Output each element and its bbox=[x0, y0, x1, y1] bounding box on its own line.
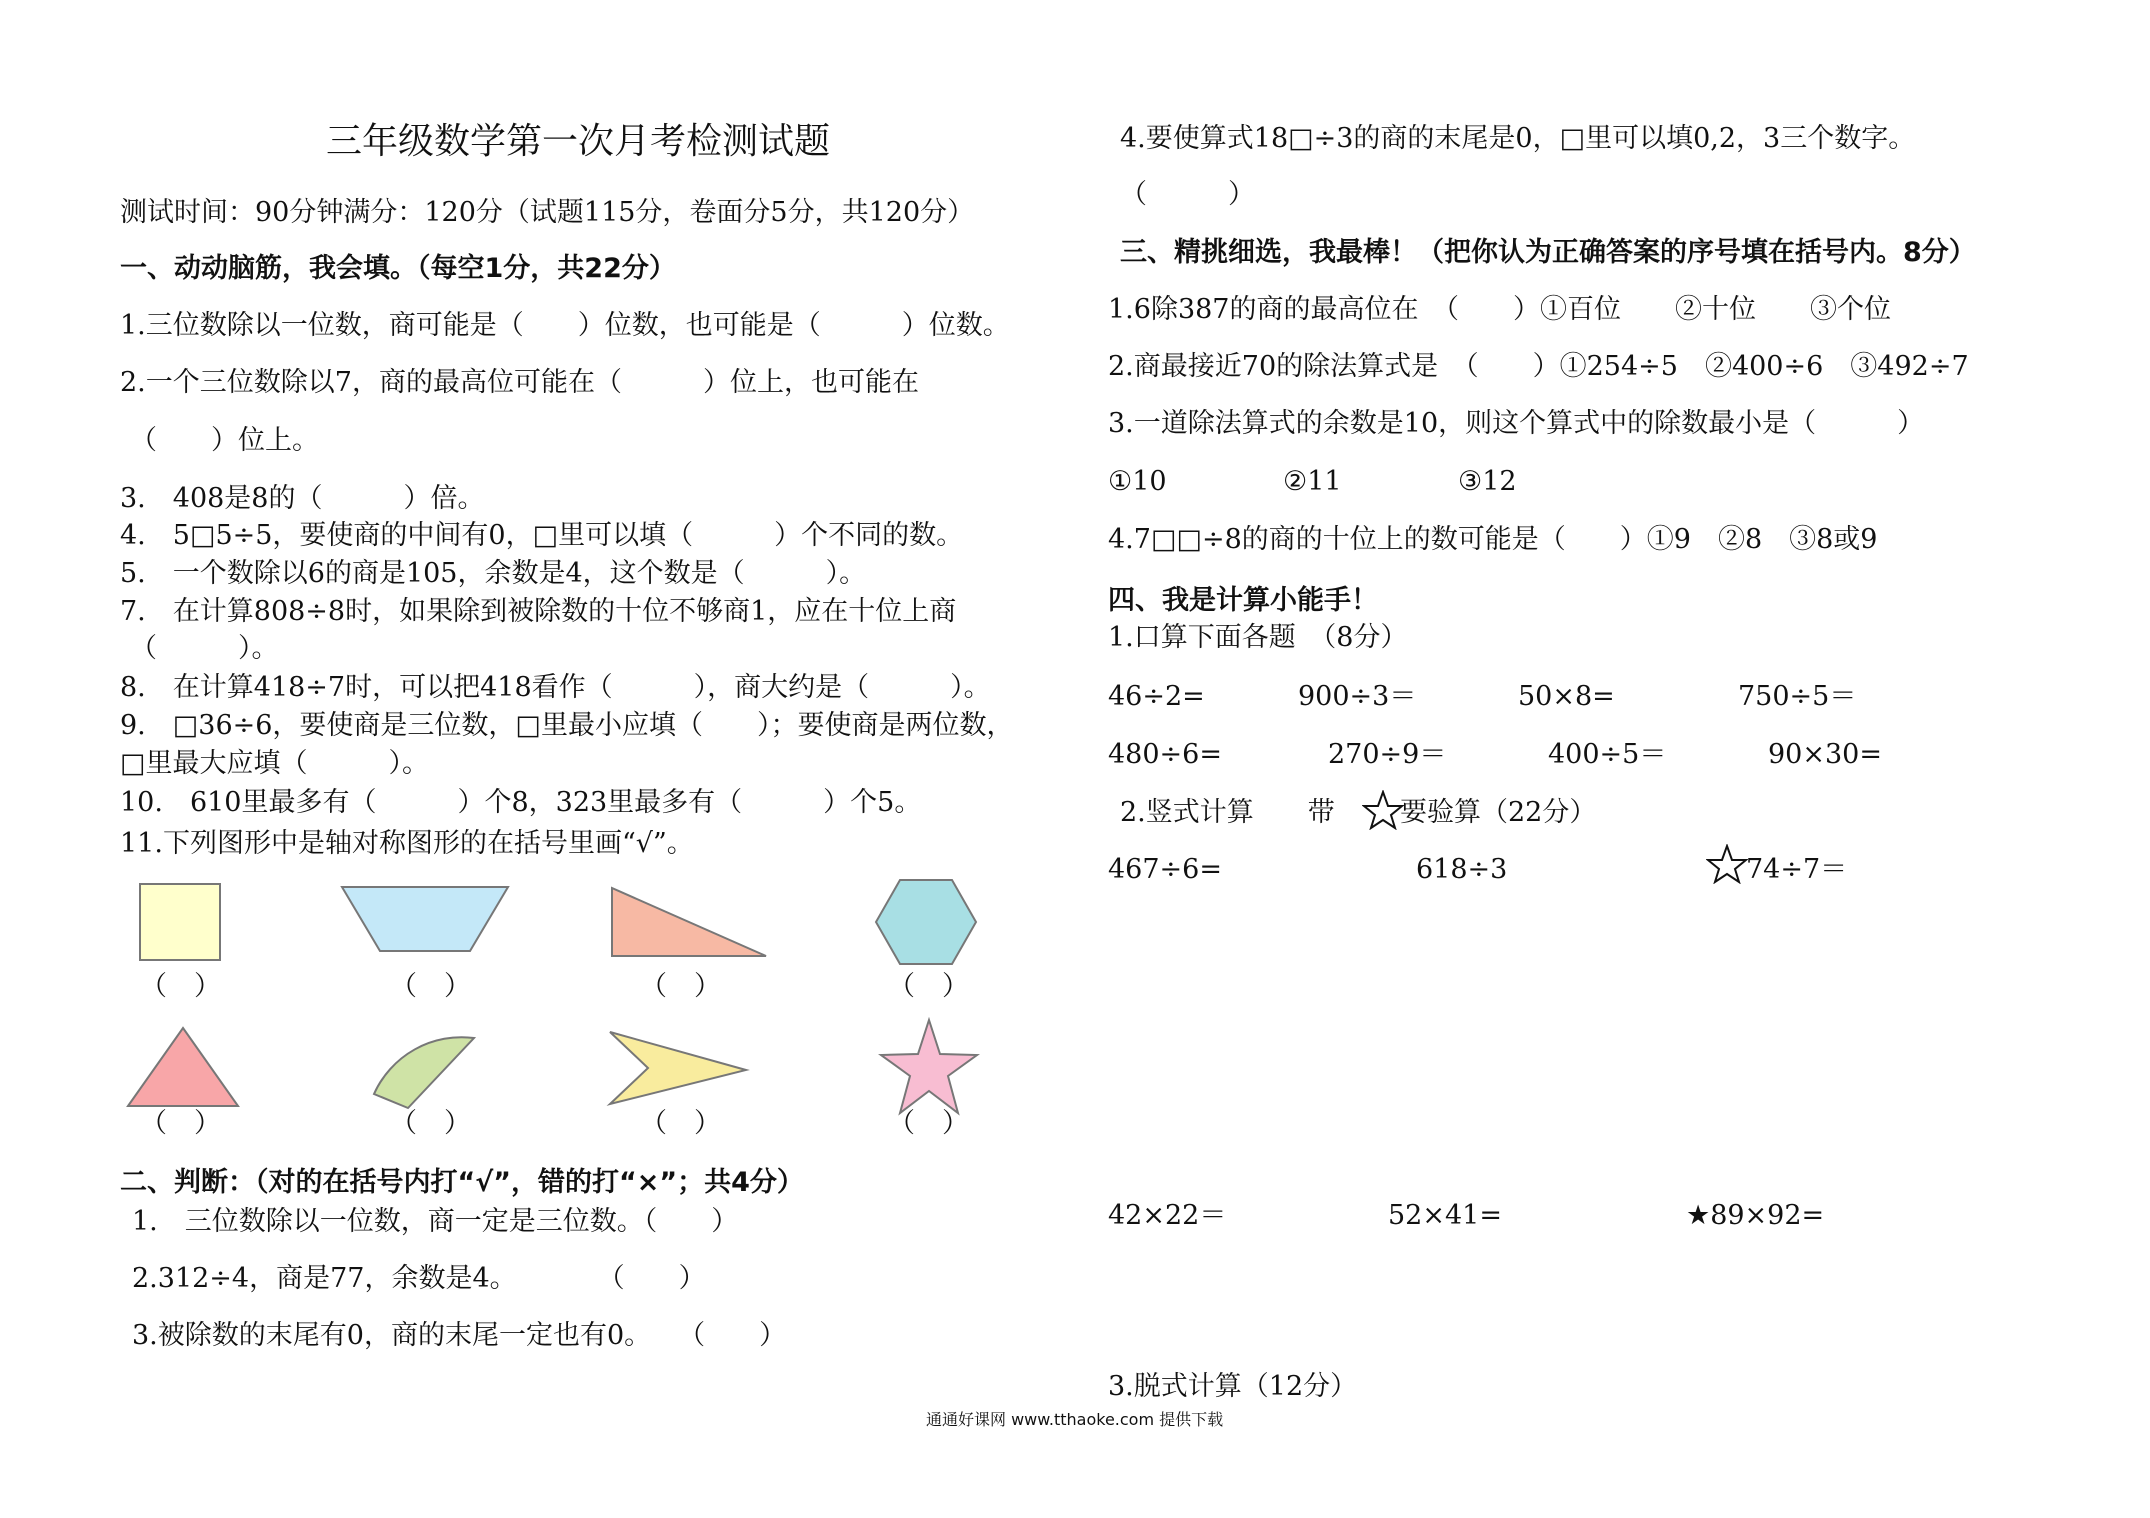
oral-calc-item: 900÷3＝ bbox=[1298, 681, 1417, 712]
paren-sector: （ ） bbox=[390, 1108, 471, 1139]
section3-heading: 三、精挑细选，我最棒！（把你认为正确答案的序号填在括号内。8分） bbox=[1120, 237, 1976, 268]
s1-q4: 4. 5□5÷5，要使商的中间有0，□里可以填（ ）个不同的数。 bbox=[120, 520, 964, 551]
star-shape bbox=[878, 1018, 980, 1116]
s1-q10: 10. 610里最多有（ ）个8，323里最多有（ ）个5。 bbox=[120, 787, 922, 818]
hexagon-shape bbox=[874, 878, 978, 966]
s3-q2: 2.商最接近70的除法算式是 （ ）①254÷5 ②400÷6 ③492÷7 bbox=[1108, 351, 1969, 382]
oral-calc-item: 46÷2= bbox=[1108, 681, 1205, 712]
s1-q7a: 7. 在计算808÷8时，如果除到被除数的十位不够商1，应在十位上商 bbox=[120, 596, 957, 627]
paren-trapezoid: （ ） bbox=[390, 971, 471, 1002]
exam-info: 测试时间：90分钟满分：120分（试题115分，卷面分5分，共120分） bbox=[120, 197, 975, 228]
oral-calc-item: 50×8= bbox=[1518, 681, 1615, 712]
s1-q8: 8. 在计算418÷7时，可以把418看作（ ），商大约是（ ）。 bbox=[120, 672, 991, 703]
paren-star: （ ） bbox=[888, 1108, 969, 1139]
s4-sub1: 1.口算下面各题 （8分） bbox=[1108, 622, 1408, 653]
oral-calc-item: 480÷6= bbox=[1108, 739, 1222, 770]
oral-calc-item: 90×30= bbox=[1768, 739, 1882, 770]
s1-q3: 3. 408是8的（ ）倍。 bbox=[120, 483, 485, 514]
oral-calc-item: 400÷5＝ bbox=[1548, 739, 1667, 770]
s2-q1: 1. 三位数除以一位数，商一定是三位数。（ ） bbox=[132, 1206, 739, 1237]
right-q4-line1: 4.要使算式18□÷3的商的末尾是0，□里可以填0,2，3三个数字。 bbox=[1120, 123, 1916, 154]
section1-heading: 一、动动脑筋，我会填。（每空1分，共22分） bbox=[120, 253, 676, 284]
section2-heading: 二、判断：（对的在括号内打“√”，错的打“×”；共4分） bbox=[120, 1167, 804, 1198]
paren-triangle: （ ） bbox=[140, 1108, 221, 1139]
vertical-calc-item: 52×41= bbox=[1388, 1200, 1502, 1231]
s2-q3: 3.被除数的末尾有0，商的末尾一定也有0。 （ ） bbox=[132, 1320, 787, 1351]
right-q4-line2: （ ） bbox=[1120, 179, 1255, 210]
s3-q3-option2: ②11 bbox=[1283, 466, 1342, 497]
paren-square: （ ） bbox=[140, 971, 221, 1002]
s1-q1: 1.三位数除以一位数，商可能是（ ）位数，也可能是（ ）位数。 bbox=[120, 310, 1010, 341]
vertical-calc-item: 618÷3 bbox=[1416, 854, 1508, 885]
paren-right-triangle: （ ） bbox=[640, 971, 721, 1002]
section4-heading: 四、我是计算小能手！ bbox=[1108, 585, 1378, 616]
outline-star-icon bbox=[1362, 790, 1404, 830]
s3-q3: 3.一道除法算式的余数是10，则这个算式中的除数最小是（ ） bbox=[1108, 408, 1925, 439]
s3-q3-option1: ①10 bbox=[1108, 466, 1167, 497]
outline-star-icon bbox=[1706, 844, 1748, 884]
sector-shape bbox=[368, 1024, 478, 1110]
s1-q11: 11.下列图形中是轴对称图形的在括号里画“√”。 bbox=[120, 828, 694, 859]
vertical-calc-item: ★89×92= bbox=[1686, 1200, 1825, 1231]
s3-q4: 4.7□□÷8的商的十位上的数可能是（ ）①9 ②8 ③8或9 bbox=[1108, 524, 1878, 555]
s1-q2b: （ ）位上。 bbox=[130, 425, 319, 456]
s4-sub2-start: 2.竖式计算 带 bbox=[1120, 797, 1335, 828]
s1-q9a: 9. □36÷6，要使商是三位数，□里最小应填（ ）；要使商是两位数， bbox=[120, 710, 1014, 741]
s1-q7b: （ ）。 bbox=[130, 633, 279, 664]
s1-q9b: □里最大应填（ ）。 bbox=[120, 748, 430, 779]
page-title: 三年级数学第一次月考检测试题 bbox=[326, 121, 831, 162]
s3-q3-option3: ③12 bbox=[1458, 466, 1517, 497]
s1-q2a: 2.一个三位数除以7，商的最高位可能在（ ）位上，也可能在 bbox=[120, 367, 919, 398]
vertical-calc-item: 74÷7＝ bbox=[1746, 854, 1848, 885]
triangle-shape bbox=[126, 1026, 240, 1108]
trapezoid-shape bbox=[340, 885, 510, 955]
s3-q1: 1.6除387的商的最高位在 （ ）①百位 ②十位 ③个位 bbox=[1108, 294, 1891, 325]
oral-calc-item: 750÷5＝ bbox=[1738, 681, 1857, 712]
s4-sub3: 3.脱式计算（12分） bbox=[1108, 1371, 1358, 1402]
s1-q5: 5. 一个数除以6的商是105，余数是4，这个数是（ ）。 bbox=[120, 558, 867, 589]
s2-q2: 2.312÷4，商是77，余数是4。 （ ） bbox=[132, 1263, 706, 1294]
right-triangle-shape bbox=[610, 886, 770, 958]
paren-hexagon: （ ） bbox=[888, 971, 969, 1002]
vertical-calc-item: 467÷6= bbox=[1108, 854, 1222, 885]
arrowhead-shape bbox=[608, 1030, 748, 1106]
oral-calc-item: 270÷9＝ bbox=[1328, 739, 1447, 770]
footer-text: 通通好课网 www.tthaoke.com 提供下载 bbox=[926, 1410, 1224, 1429]
paren-arrowhead: （ ） bbox=[640, 1108, 721, 1139]
square-shape bbox=[138, 882, 224, 964]
vertical-calc-item: 42×22＝ bbox=[1108, 1200, 1227, 1231]
s4-sub2-end: 要验算（22分） bbox=[1400, 797, 1597, 828]
